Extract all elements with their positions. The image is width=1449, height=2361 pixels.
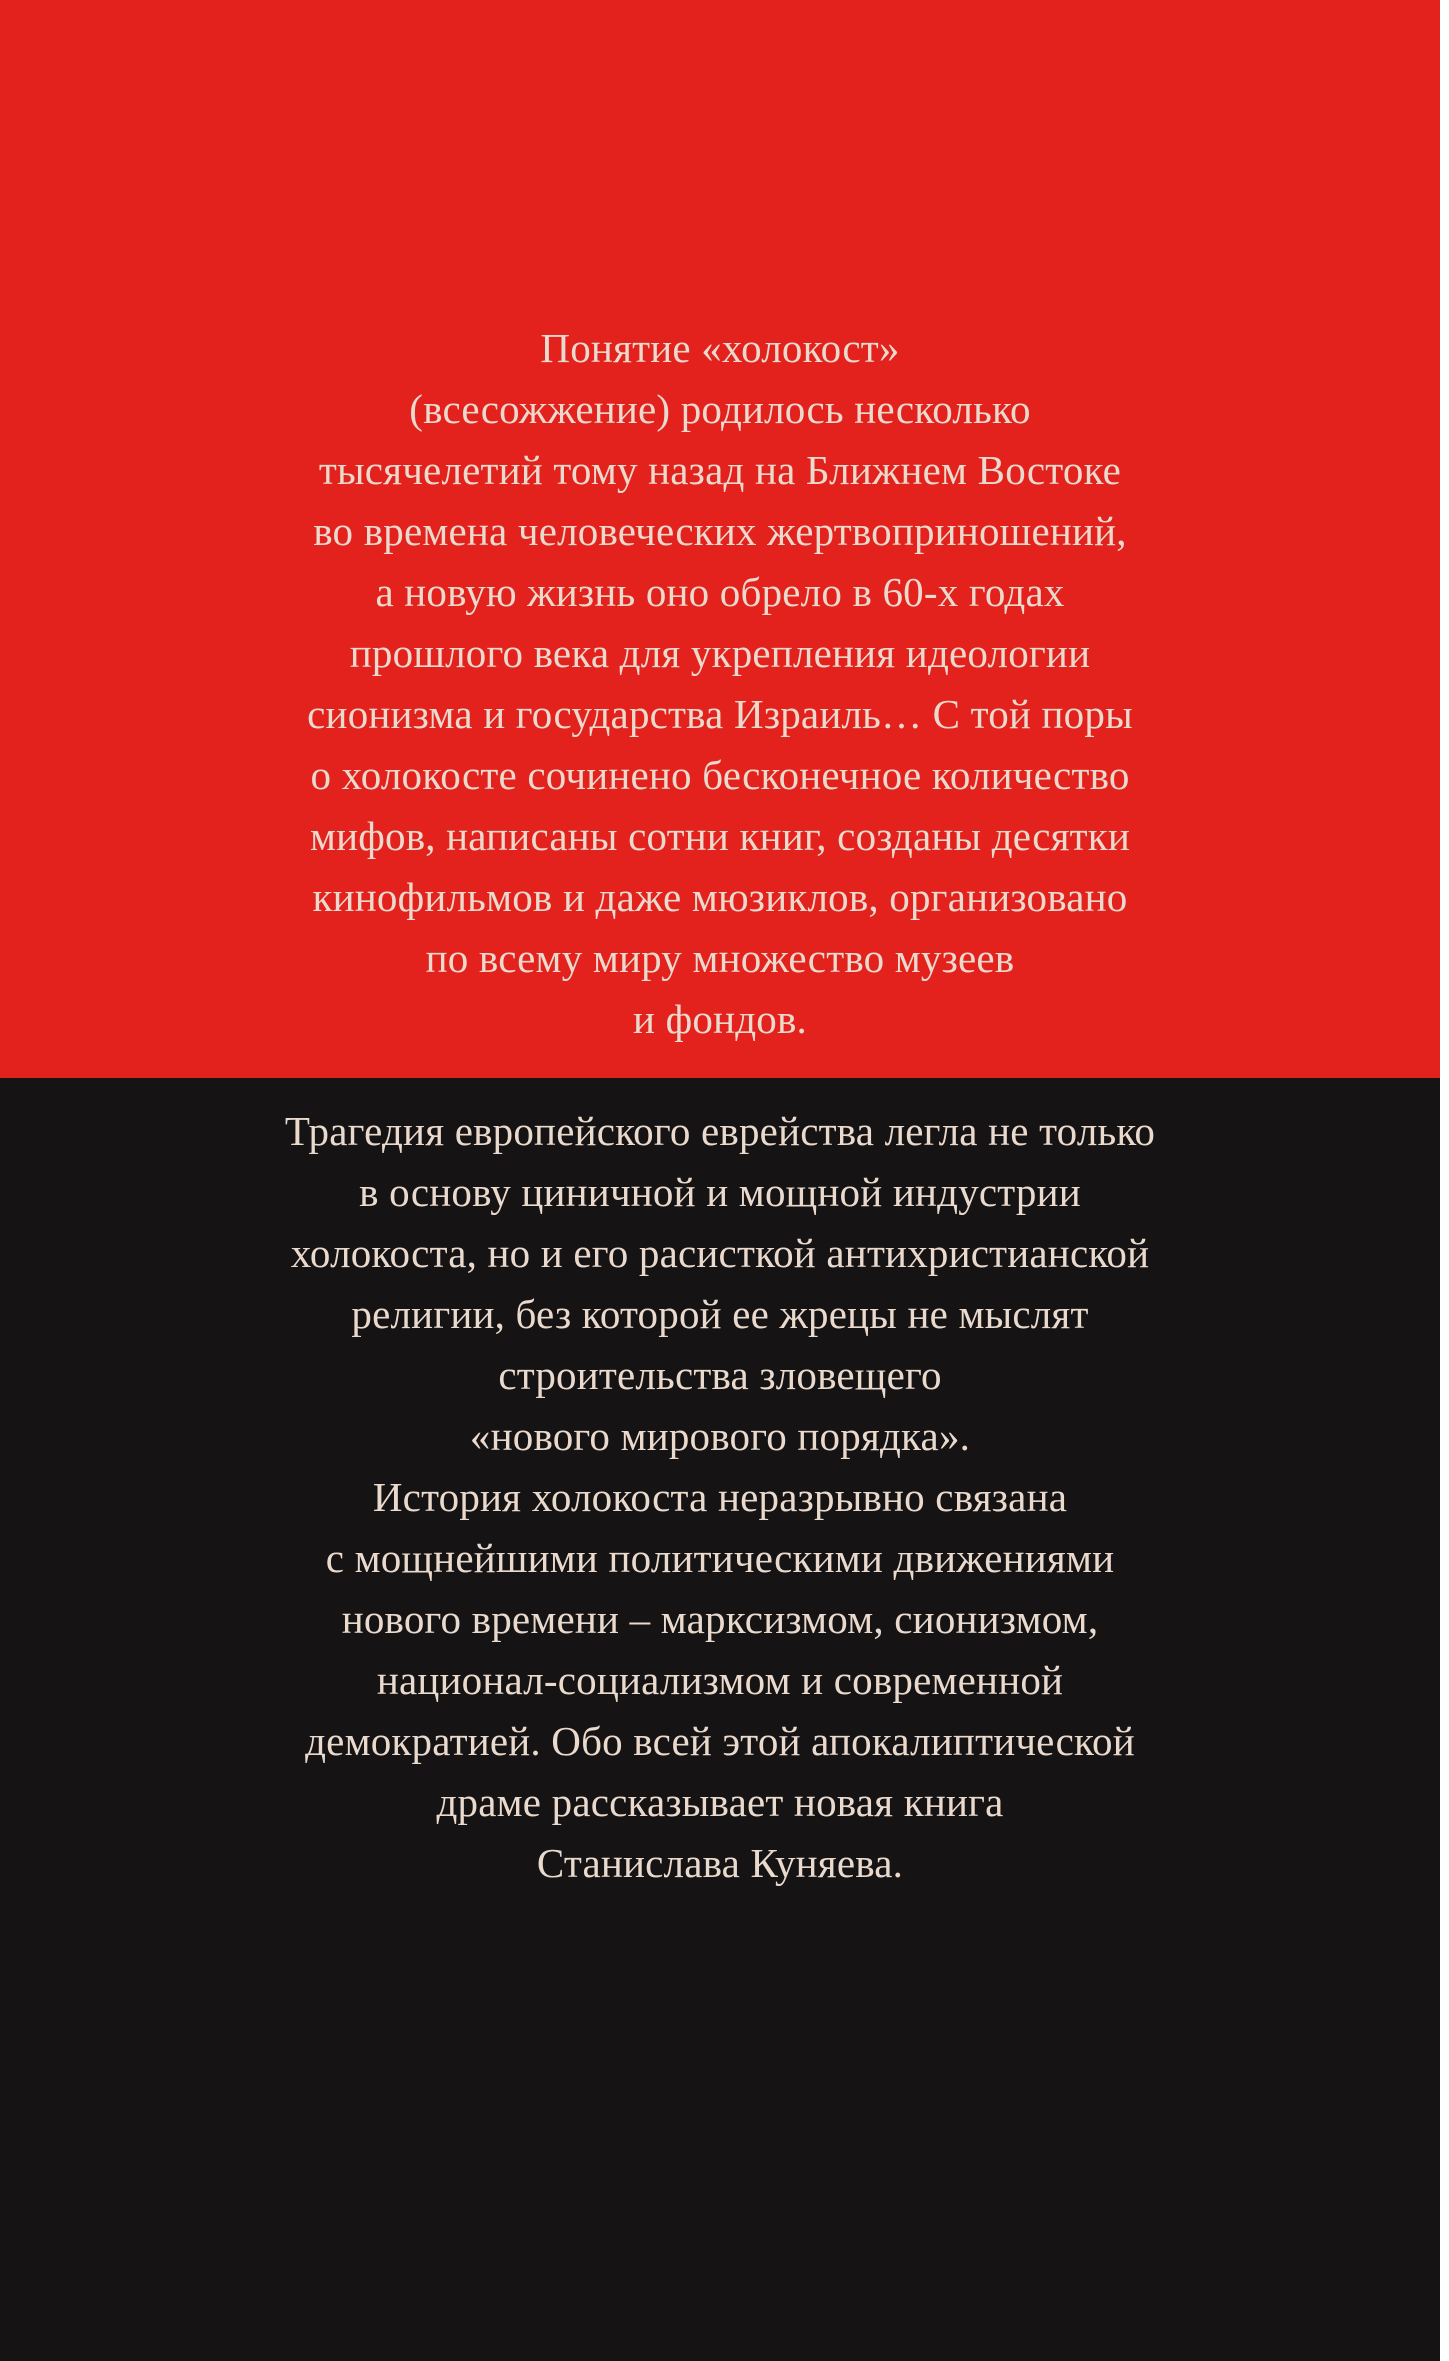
text-line: демократией. Обо всей этой апокалиптической [305,1718,1135,1764]
text-line: холокоста, но и его расисткой антихристианской [290,1230,1150,1276]
text-line: с мощнейшими политическими движениями [325,1535,1115,1581]
text-line: прошлого века для укрепления идеологии [349,630,1091,676]
text-line: религии, без которой ее жрецы не мыслят [351,1291,1089,1337]
page-edge [1440,0,1449,2361]
text-line: кинофильмов и даже мюзиклов, организовано [312,874,1128,920]
text-line: во времена человеческих жертвоприношений, [313,508,1127,554]
text-line: а новую жизнь оно обрело в 60-х годах [375,569,1065,615]
text-line: тысячелетий тому назад на Ближнем Востоке [318,447,1122,493]
bottom-annotation-paragraph-2 [140,1467,1300,1894]
text-line: о холокосте сочинено бесконечное количество [310,752,1130,798]
text-line: Понятие «холокост» [540,325,900,371]
text-line: строительства зловещего [498,1352,942,1398]
text-line: «нового мирового порядка». [469,1413,971,1459]
text-line: драме рассказывает новая книга [436,1779,1004,1825]
text-line: по всему миру множество музеев [425,935,1015,981]
text-line: национал-социализмом и современной [376,1657,1064,1703]
text-line: Трагедия европейского еврейства легла не только [284,1108,1156,1154]
text-line: (всесожжение) родилось несколько [409,386,1031,432]
bottom-annotation-paragraph-1 [140,1101,1300,1467]
text-line: Станислава Куняева. [536,1840,904,1886]
text-line: нового времени – марксизмом, сионизмом, [341,1596,1099,1642]
text-line: сионизма и государства Израиль… С той поры [307,691,1133,737]
text-line: История холокоста неразрывно связана [372,1474,1068,1520]
top-annotation-paragraph [170,318,1270,1050]
text-line: мифов, написаны сотни книг, созданы десятки [309,813,1131,859]
text-line: и фондов. [633,996,807,1042]
text-line: в основу циничной и мощной индустрии [359,1169,1081,1215]
